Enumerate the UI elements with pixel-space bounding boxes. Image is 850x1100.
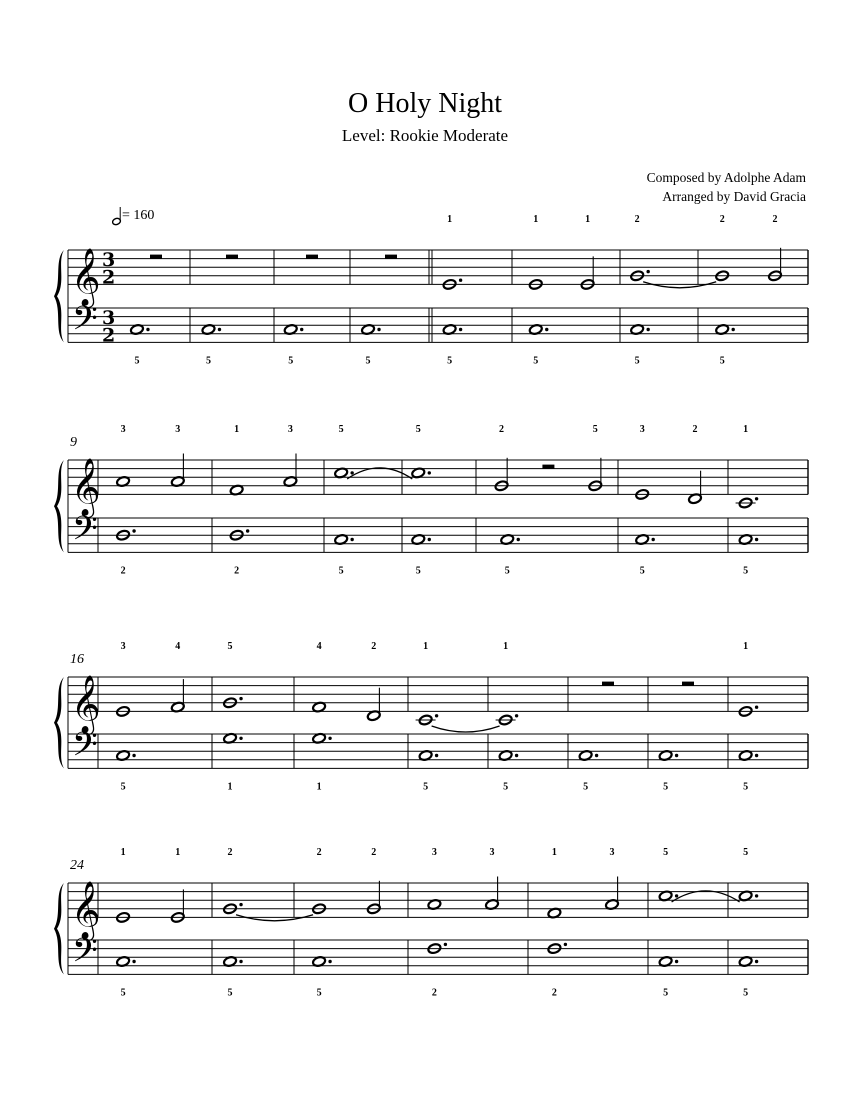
finger-number: 5 bbox=[743, 565, 749, 577]
tempo-value: = 160 bbox=[122, 208, 155, 224]
finger-number: 5 bbox=[583, 781, 589, 793]
treble-note bbox=[485, 877, 499, 911]
finger-number: 3 bbox=[639, 424, 645, 435]
finger-number: 5 bbox=[227, 641, 233, 652]
finger-number: 2 bbox=[234, 565, 240, 577]
finger-number: 2 bbox=[371, 641, 377, 652]
brace-icon bbox=[54, 250, 64, 342]
finger-number: 2 bbox=[120, 565, 126, 577]
treble-note bbox=[768, 248, 782, 282]
finger-number: 5 bbox=[120, 781, 126, 793]
time-signature-top: 3 bbox=[102, 307, 116, 330]
level-label: Level: Rookie Moderate bbox=[341, 126, 509, 145]
finger-number: 2 bbox=[772, 214, 778, 225]
finger-number: 5 bbox=[503, 781, 509, 793]
augmentation-dot bbox=[239, 697, 242, 700]
finger-number: 4 bbox=[316, 641, 322, 652]
augmentation-dot bbox=[428, 538, 431, 541]
finger-number: 1 bbox=[234, 424, 240, 435]
augmentation-dot bbox=[132, 754, 135, 757]
whole-rest-icon bbox=[542, 465, 554, 469]
arranger-credit: Arranged by David Gracia bbox=[662, 189, 806, 204]
bass-clef-icon: 𝄢 bbox=[72, 931, 98, 978]
finger-number: 2 bbox=[719, 214, 725, 225]
treble-clef-icon: 𝄞 bbox=[71, 457, 101, 516]
finger-number: 5 bbox=[743, 847, 749, 858]
augmentation-dot bbox=[132, 960, 135, 963]
finger-number: 5 bbox=[423, 781, 429, 793]
finger-number: 5 bbox=[634, 355, 640, 367]
finger-number: 5 bbox=[338, 424, 344, 435]
treble-note bbox=[283, 454, 297, 488]
finger-number: 1 bbox=[743, 641, 749, 652]
finger-number: 1 bbox=[316, 781, 322, 793]
augmentation-dot bbox=[515, 714, 518, 717]
treble-clef-icon: 𝄞 bbox=[71, 674, 101, 733]
finger-number: 5 bbox=[533, 355, 539, 367]
finger-number: 2 bbox=[227, 847, 233, 858]
augmentation-dot bbox=[444, 943, 447, 946]
augmentation-dot bbox=[545, 328, 548, 331]
finger-number: 2 bbox=[316, 847, 322, 858]
finger-number: 1 bbox=[120, 847, 126, 858]
finger-number: 5 bbox=[663, 847, 669, 858]
augmentation-dot bbox=[328, 737, 331, 740]
bass-clef-icon: 𝄢 bbox=[72, 725, 98, 772]
treble-note bbox=[171, 454, 185, 488]
finger-number: 5 bbox=[227, 987, 233, 999]
time-signature-top: 3 bbox=[102, 249, 116, 272]
brace-icon bbox=[54, 460, 64, 552]
augmentation-dot bbox=[675, 754, 678, 757]
composer-credit: Composed by Adolphe Adam bbox=[646, 170, 806, 185]
whole-rest-icon bbox=[385, 255, 397, 259]
finger-number: 5 bbox=[415, 424, 421, 435]
finger-number: 5 bbox=[663, 781, 669, 793]
finger-number: 2 bbox=[634, 214, 640, 225]
finger-number: 2 bbox=[499, 424, 505, 435]
finger-number: 5 bbox=[743, 987, 749, 999]
augmentation-dot bbox=[755, 497, 758, 500]
finger-number: 5 bbox=[316, 987, 322, 999]
finger-number: 3 bbox=[175, 424, 181, 435]
bass-clef-icon: 𝄢 bbox=[72, 299, 98, 346]
finger-number: 3 bbox=[489, 847, 495, 858]
song-title: O Holy Night bbox=[348, 88, 502, 119]
finger-number: 1 bbox=[585, 214, 591, 225]
bass-clef-icon: 𝄢 bbox=[72, 509, 98, 556]
finger-number: 5 bbox=[447, 355, 453, 367]
finger-number: 5 bbox=[365, 355, 371, 367]
augmentation-dot bbox=[595, 754, 598, 757]
measure-number: 24 bbox=[70, 858, 84, 873]
treble-note bbox=[688, 471, 702, 505]
augmentation-dot bbox=[350, 538, 353, 541]
tie bbox=[432, 726, 500, 732]
treble-note bbox=[494, 458, 508, 492]
augmentation-dot bbox=[564, 943, 567, 946]
augmentation-dot bbox=[755, 754, 758, 757]
treble-clef-icon: 𝄞 bbox=[71, 247, 101, 306]
augmentation-dot bbox=[517, 538, 520, 541]
augmentation-dot bbox=[428, 471, 431, 474]
augmentation-dot bbox=[435, 754, 438, 757]
finger-number: 5 bbox=[639, 565, 645, 577]
time-signature-bottom: 2 bbox=[102, 324, 116, 347]
measure-number: 9 bbox=[70, 435, 77, 450]
augmentation-dot bbox=[246, 529, 249, 532]
finger-number: 5 bbox=[134, 355, 140, 367]
whole-rest-icon bbox=[682, 682, 694, 686]
time-signature-bottom: 2 bbox=[102, 266, 116, 289]
augmentation-dot bbox=[459, 328, 462, 331]
whole-rest-icon bbox=[602, 682, 614, 686]
augmentation-dot bbox=[146, 328, 149, 331]
augmentation-dot bbox=[755, 706, 758, 709]
augmentation-dot bbox=[646, 328, 649, 331]
augmentation-dot bbox=[459, 279, 462, 282]
brace-icon bbox=[54, 883, 64, 974]
augmentation-dot bbox=[675, 894, 678, 897]
finger-number: 1 bbox=[503, 641, 509, 652]
treble-note bbox=[588, 458, 602, 492]
finger-number: 1 bbox=[227, 781, 233, 793]
augmentation-dot bbox=[239, 903, 242, 906]
finger-number: 2 bbox=[692, 424, 698, 435]
augmentation-dot bbox=[652, 538, 655, 541]
augmentation-dot bbox=[515, 754, 518, 757]
treble-note bbox=[367, 688, 381, 722]
finger-number: 4 bbox=[175, 641, 181, 652]
whole-rest-icon bbox=[226, 255, 238, 259]
treble-note bbox=[367, 881, 381, 915]
augmentation-dot bbox=[755, 538, 758, 541]
treble-note bbox=[605, 877, 619, 911]
augmentation-dot bbox=[435, 714, 438, 717]
finger-number: 5 bbox=[743, 781, 749, 793]
finger-number: 1 bbox=[447, 214, 453, 225]
augmentation-dot bbox=[132, 529, 135, 532]
whole-rest-icon bbox=[150, 255, 162, 259]
augmentation-dot bbox=[755, 894, 758, 897]
finger-number: 5 bbox=[205, 355, 211, 367]
whole-rest-icon bbox=[306, 255, 318, 259]
treble-note bbox=[171, 889, 185, 923]
finger-number: 3 bbox=[287, 424, 293, 435]
augmentation-dot bbox=[377, 328, 380, 331]
augmentation-dot bbox=[755, 960, 758, 963]
finger-number: 1 bbox=[533, 214, 539, 225]
brace-icon bbox=[54, 677, 64, 768]
augmentation-dot bbox=[218, 328, 221, 331]
treble-clef-icon: 𝄞 bbox=[71, 880, 101, 939]
finger-number: 2 bbox=[551, 987, 557, 999]
measure-number: 16 bbox=[70, 652, 84, 667]
augmentation-dot bbox=[732, 328, 735, 331]
finger-number: 5 bbox=[288, 355, 294, 367]
finger-number: 3 bbox=[609, 847, 615, 858]
finger-number: 2 bbox=[371, 847, 377, 858]
finger-number: 3 bbox=[120, 641, 126, 652]
finger-number: 3 bbox=[431, 847, 437, 858]
finger-number: 1 bbox=[743, 424, 749, 435]
finger-number: 5 bbox=[504, 565, 510, 577]
finger-number: 5 bbox=[592, 424, 598, 435]
augmentation-dot bbox=[239, 960, 242, 963]
finger-number: 1 bbox=[423, 641, 429, 652]
augmentation-dot bbox=[646, 270, 649, 273]
finger-number: 3 bbox=[120, 424, 126, 435]
finger-number: 1 bbox=[551, 847, 557, 858]
augmentation-dot bbox=[239, 737, 242, 740]
finger-number: 5 bbox=[663, 987, 669, 999]
finger-number: 1 bbox=[175, 847, 181, 858]
augmentation-dot bbox=[675, 960, 678, 963]
augmentation-dot bbox=[350, 471, 353, 474]
finger-number: 2 bbox=[431, 987, 437, 999]
treble-note bbox=[171, 679, 185, 713]
finger-number: 5 bbox=[338, 565, 344, 577]
finger-number: 5 bbox=[415, 565, 421, 577]
finger-number: 5 bbox=[120, 987, 126, 999]
augmentation-dot bbox=[328, 960, 331, 963]
finger-number: 5 bbox=[719, 355, 725, 367]
augmentation-dot bbox=[300, 328, 303, 331]
treble-note bbox=[580, 256, 594, 290]
